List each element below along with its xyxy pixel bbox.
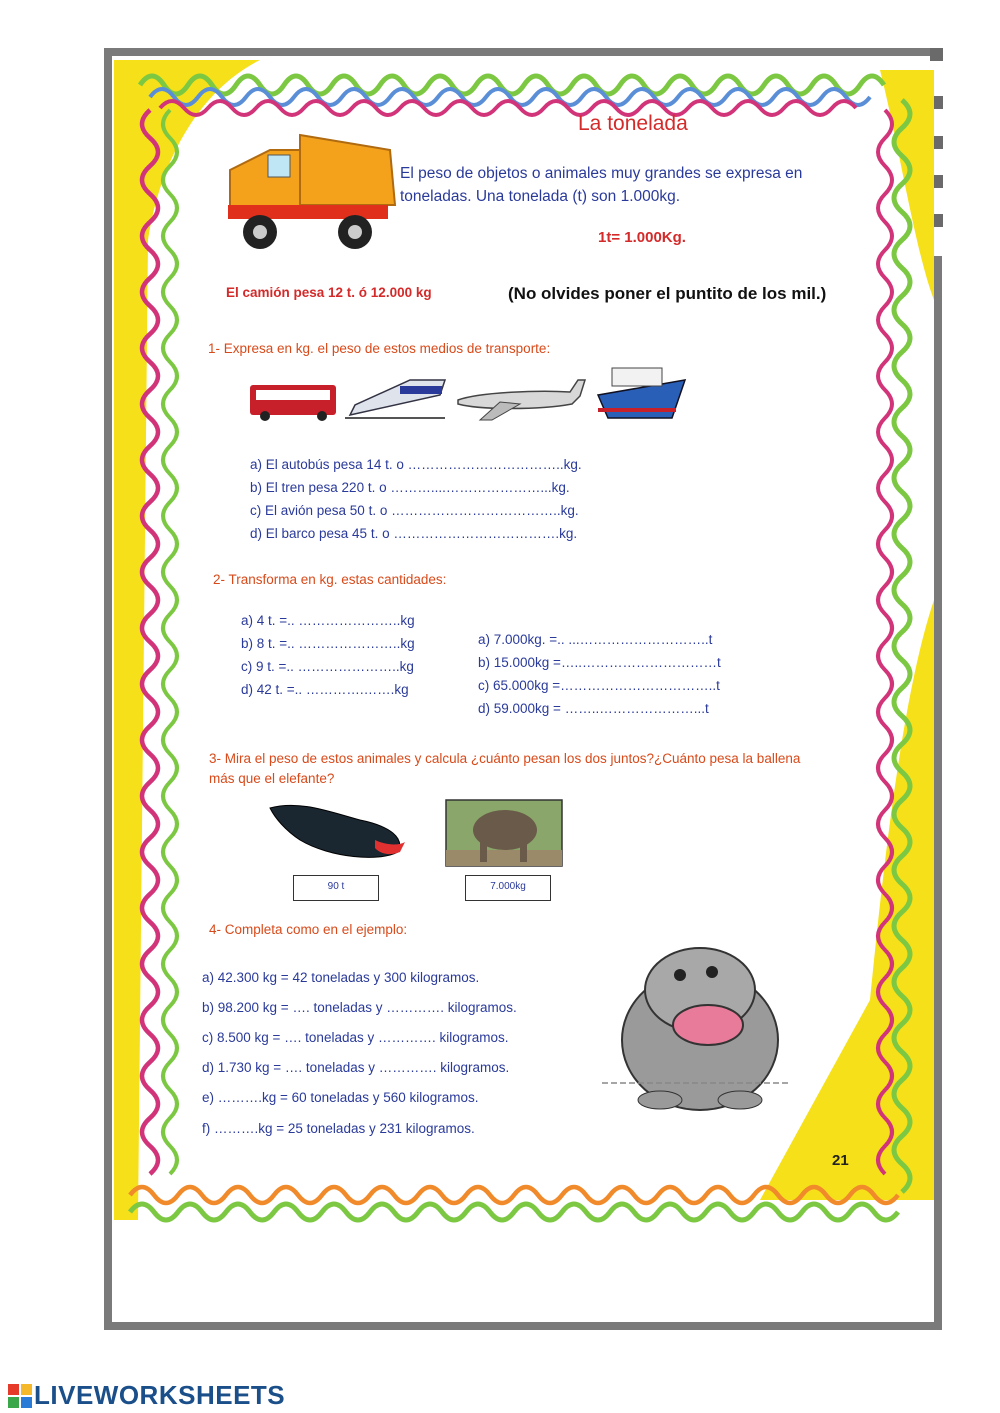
bus-illustration	[250, 385, 336, 421]
section4-heading: 4- Completa como en el ejemplo:	[209, 922, 408, 937]
section4-item[interactable]: f) ……….kg = 25 toneladas y 231 kilogramos.	[202, 1121, 475, 1136]
section4-item[interactable]: d) 1.730 kg = …. toneladas y …………. kilogramos.	[202, 1060, 510, 1075]
section4-item[interactable]: e) ……….kg = 60 toneladas y 560 kilogramos.	[202, 1090, 479, 1105]
ton-equivalence: 1t= 1.000Kg.	[598, 229, 686, 246]
dump-truck-illustration	[228, 135, 395, 249]
section2-left-item[interactable]: a) 4 t. =.. …………………..kg	[241, 613, 415, 628]
section1-item[interactable]: d) El barco pesa 45 t. o ……………………………….kg.	[250, 526, 578, 541]
section2-right-item[interactable]: a) 7.000kg. =.. ...………………………..t	[478, 632, 713, 647]
section2-left-item[interactable]: d) 42 t. =.. ………….…….kg	[241, 682, 409, 697]
section2-heading: 2- Transforma en kg. estas cantidades:	[213, 572, 447, 587]
top-wave-magenta	[160, 101, 856, 115]
airplane-illustration	[458, 380, 585, 420]
elephant-weight-label: 7.000kg	[465, 875, 551, 901]
ship-illustration	[598, 368, 685, 418]
section1-item[interactable]: c) El avión pesa 50 t. o ………………………………..kg.	[250, 503, 579, 518]
elephant-photo	[446, 800, 562, 866]
bottom-wave-green	[130, 1204, 898, 1220]
section3-heading-line1: 3- Mira el peso de estos animales y calcula ¿cuánto pesan los dos juntos?¿Cuánto pesa la ballena	[209, 751, 801, 766]
page-number: 21	[832, 1152, 849, 1169]
section2-right-item[interactable]: c) 65.000kg =……………………………..t	[478, 678, 720, 693]
truck-caption: El camión pesa 12 t. ó 12.000 kg	[226, 285, 432, 300]
section2-right-item[interactable]: b) 15.000kg =…..…………………………t	[478, 655, 721, 670]
section1-heading: 1- Expresa en kg. el peso de estos medios de transporte:	[208, 341, 551, 356]
liveworksheets-brand[interactable]: LIVEWORKSHEETS	[34, 1380, 286, 1410]
section4-item: a) 42.300 kg = 42 toneladas y 300 kilogramos.	[202, 970, 480, 985]
whale-weight-label: 90 t	[293, 875, 379, 901]
whale-illustration	[270, 805, 405, 857]
left-wave-green	[163, 110, 177, 1174]
worksheet-title: La tonelada	[578, 112, 688, 135]
section2-left-item[interactable]: b) 8 t. =.. …………………..kg	[241, 636, 415, 651]
liveworksheets-logo-icon	[8, 1384, 32, 1408]
section4-item[interactable]: c) 8.500 kg = …. toneladas y …………. kilogramos.	[202, 1030, 509, 1045]
train-illustration	[345, 380, 445, 418]
section1-item[interactable]: b) El tren pesa 220 t. o ………....…………………...kg.	[250, 480, 570, 495]
section2-left-item[interactable]: c) 9 t. =.. …………………..kg	[241, 659, 414, 674]
section4-item[interactable]: b) 98.200 kg = …. toneladas y …………. kilogramos.	[202, 1000, 517, 1015]
yellow-left-band	[114, 60, 260, 1220]
hippo-illustration	[602, 948, 790, 1110]
section1-item[interactable]: a) El autobús pesa 14 t. o ……………………………..kg.	[250, 457, 582, 472]
section2-right-item[interactable]: d) 59.000kg = ……..…………………...t	[478, 701, 709, 716]
intro-text: El peso de objetos o animales muy grandes se expresa en toneladas. Una tonelada (t) son 1.000kg.	[400, 165, 803, 205]
section3-heading-line2: más que el elefante?	[209, 771, 335, 786]
reminder-note: (No olvides poner el puntito de los mil.)	[508, 284, 827, 303]
